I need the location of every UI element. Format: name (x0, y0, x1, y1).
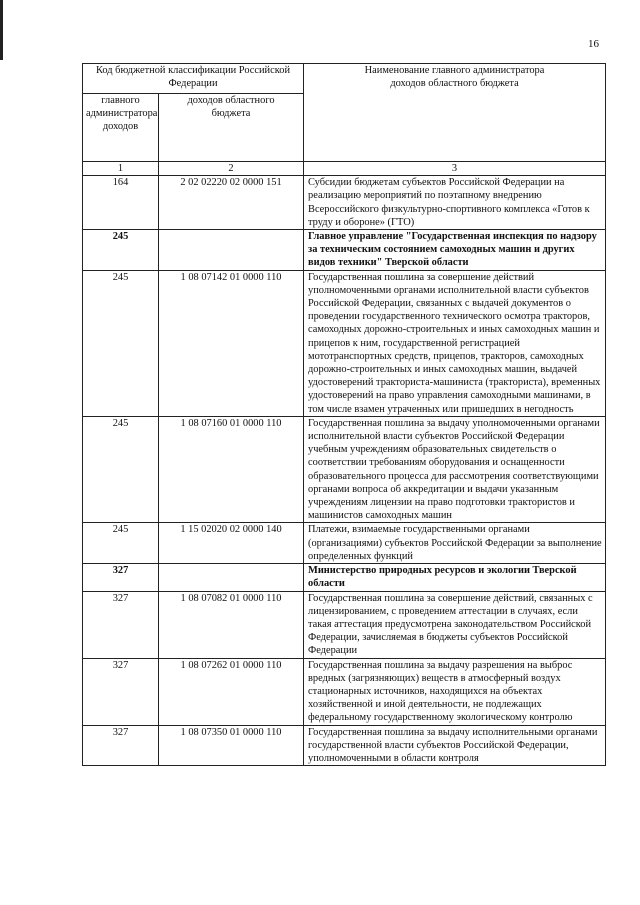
kbk-group-header: Код бюджетной классификации Российской Федерации (83, 64, 304, 94)
income-code-cell: 2 02 02220 02 0000 151 (159, 176, 304, 230)
admin-code-cell: 164 (83, 176, 159, 230)
column-number-row (83, 162, 606, 176)
column-number: 3 (304, 162, 606, 176)
admin-code-cell: 327 (83, 725, 159, 766)
admin-code-cell: 327 (83, 658, 159, 725)
administrator-name-cell: Главное управление "Государственная инспекция по надзору за техническим состоянием самоходных машин и других видов техники" Тверской области (304, 230, 606, 271)
income-name-cell: Государственная пошлина за совершение действий уполномоченными органами исполнительной власти субъектов Российской Федерации, связанных с выдачей документов о проведении государственного технического осмотра тракторов, самоходных дорожно-строительных и иных самоходных машин и прицепов к ним, государственной регистрацией мототранспортных средств, прицепов, тракторов, самоходных дорожно-строительных и иных самоходных машин, выдачей удостоверений тракториста-машиниста (тракториста), временных удостоверений на право управления самоходными машинами, в том числе взамен утраченных или пришедших в негодность (304, 270, 606, 416)
income-code-cell (159, 564, 304, 591)
table-row (83, 270, 606, 416)
income-name-cell: Государственная пошлина за выдачу исполнительными органами государственной власти субъектов Российской Федерации, уполномоченными в области контроля (304, 725, 606, 766)
income-name-cell: Государственная пошлина за выдачу разрешения на выброс вредных (загрязняющих) веществ в атмосферный воздух стационарных источников, находящихся на объектах хозяйственной и иной деятельности, не подлежащих федеральному государственному экологическому контролю (304, 658, 606, 725)
scan-edge-mark (0, 0, 3, 60)
table-row (83, 416, 606, 523)
admin-code-cell: 245 (83, 230, 159, 271)
name-column-header: Наименование главного администратора доходов областного бюджета (304, 64, 606, 162)
income-code-cell: 1 15 02020 02 0000 140 (159, 523, 304, 564)
table-row (83, 523, 606, 564)
table-row (83, 176, 606, 230)
income-code-cell: 1 08 07262 01 0000 110 (159, 658, 304, 725)
admin-column-header: главного администратора доходов (83, 94, 159, 162)
page-number: 16 (588, 38, 599, 50)
income-code-cell: 1 08 07142 01 0000 110 (159, 270, 304, 416)
table-row (83, 591, 606, 658)
income-code-cell: 1 08 07160 01 0000 110 (159, 416, 304, 523)
income-name-cell: Платежи, взимаемые государственными органами (организациями) субъектов Российской Федерации за выполнение определенных функций (304, 523, 606, 564)
table-row-section (83, 564, 606, 591)
column-number: 1 (83, 162, 159, 176)
table-row (83, 658, 606, 725)
admin-code-cell: 327 (83, 564, 159, 591)
admin-code-cell: 245 (83, 270, 159, 416)
budget-classification-table (82, 63, 606, 766)
admin-code-cell: 245 (83, 416, 159, 523)
income-code-cell: 1 08 07082 01 0000 110 (159, 591, 304, 658)
income-code-cell (159, 230, 304, 271)
table-row-section (83, 230, 606, 271)
column-number: 2 (159, 162, 304, 176)
admin-code-cell: 327 (83, 591, 159, 658)
income-name-cell: Государственная пошлина за совершение действий, связанных с лицензированием, с проведением аттестации в случаях, если такая аттестация предусмотрена законодательством Российской Федерации, зачисляемая в бюджеты субъектов Российской Федерации (304, 591, 606, 658)
income-name-cell: Государственная пошлина за выдачу уполномоченными органами исполнительной власти субъектов Российской Федерации учебным учреждениям образовательных свидетельств о соответствии требованиям оборудования и оснащенности образовательного процесса для рассмотрения соответствующими органами вопроса об аккредитации и выдачи указанным учреждениям лицензии на право подготовки трактористов и машинистов самоходных машин (304, 416, 606, 523)
table-row (83, 725, 606, 766)
income-name-cell: Субсидии бюджетам субъектов Российской Федерации на реализацию мероприятий по поэтапному внедрению Всероссийского физкультурно-спортивного комплекса «Готов к труду и обороне» (ГТО) (304, 176, 606, 230)
income-column-header: доходов областного бюджета (159, 94, 304, 162)
admin-code-cell: 245 (83, 523, 159, 564)
administrator-name-cell: Министерство природных ресурсов и экологии Тверской области (304, 564, 606, 591)
income-code-cell: 1 08 07350 01 0000 110 (159, 725, 304, 766)
